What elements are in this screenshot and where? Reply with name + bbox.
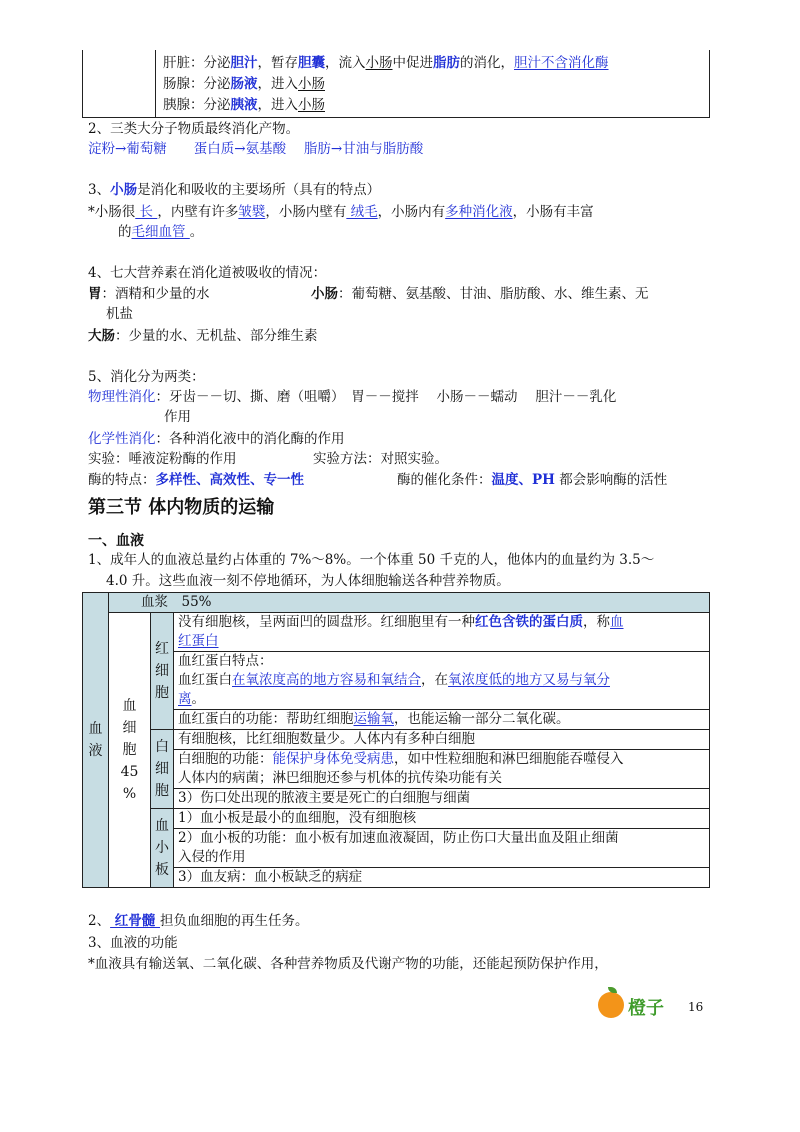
platelet-desc: 1）血小板是最小的血细胞，没有细胞核 xyxy=(174,809,710,829)
blood-cells-label: 血 细 胞 45 % xyxy=(109,613,151,888)
blood-volume-line1: 1、成年人的血液总量约占体重的 7%～8%。一个体重 50 千克的人，他体内的血量约为 3.5～ xyxy=(88,552,655,568)
rbc-label: 红 细 胞 xyxy=(151,613,174,730)
blood-function-desc: *血液具有输送氧、二氧化碳、各种营养物质及代谢产物的功能，还能起预防保护作用， xyxy=(88,956,608,972)
subsection-blood: 一、血液 xyxy=(88,533,144,549)
s2-products: 淀粉→葡萄糖 蛋白质→氨基酸 脂肪→甘油与脂肪酸 xyxy=(88,141,424,157)
s4-title: 4、七大营养素在消化道被吸收的情况： xyxy=(88,265,327,281)
s5-physical: 物理性消化：牙齿－－切、撕、磨（咀嚼） 胃－－搅拌 小肠－－蠕动 胆汁－－乳化 xyxy=(88,389,617,405)
s5-experiment-method: 实验方法：对照实验。 xyxy=(313,451,448,467)
platelet-label: 血 小 板 xyxy=(151,809,174,888)
plasma-cell: 血浆 55% xyxy=(109,593,710,613)
platelet-function: 2）血小板的功能：血小板有加速血液凝固，防止伤口大量出血及阻止细菌 入侵的作用 xyxy=(174,829,710,868)
liver-row: 肝脏：分泌胆汁，暂存胆囊，流入小肠中促进脂肪的消化，胆汁不含消化酶 xyxy=(163,55,609,71)
s5-experiment: 实验：唾液淀粉酶的作用 xyxy=(88,451,237,467)
section-title: 第三节 体内物质的运输 xyxy=(88,497,275,518)
s4-small-intestine-cont: 机盐 xyxy=(106,306,133,322)
blood-volume-line2: 4.0 升。这些血液一刻不停地循环，为人体细胞输送各种营养物质。 xyxy=(106,573,510,589)
blood-function-title: 3、血液的功能 xyxy=(88,935,178,951)
s5-title: 5、消化分为两类： xyxy=(88,369,205,385)
s5-enzyme-features: 酶的特点：多样性、高效性、专一性 xyxy=(88,472,304,488)
page-number: 16 xyxy=(688,1000,704,1014)
table-divider xyxy=(155,50,156,117)
s4-stomach: 胃：酒精和少量的水 xyxy=(88,286,210,302)
wbc-label: 白 细 胞 xyxy=(151,730,174,809)
s4-large-intestine: 大肠：少量的水、无机盐、部分维生素 xyxy=(88,328,318,344)
blood-composition-table xyxy=(82,592,710,888)
s5-chemical: 化学性消化：各种消化液中的消化酶的作用 xyxy=(88,431,345,447)
orange-fruit-icon xyxy=(598,992,624,1018)
hemophilia: 3）血友病：血小板缺乏的病症 xyxy=(174,868,710,888)
orange-logo xyxy=(598,990,668,1020)
s5-physical-cont: 作用 xyxy=(164,409,191,425)
s3-line1: *小肠很 长 ，内壁有许多皱襞，小肠内壁有 绒毛，小肠内有多种消化液，小肠有丰富 xyxy=(88,204,594,220)
rbc-desc: 没有细胞核，呈两面凹的圆盘形。红细胞里有一种红色含铁的蛋白质，称血 红蛋白 xyxy=(174,613,710,652)
wbc-function: 白细胞的功能：能保护身体免受病患，如中性粒细胞和淋巴细胞能吞噬侵入 人体内的病菌；淋巴细胞还参与机体的抗传染功能有关 xyxy=(174,750,710,789)
s4-small-intestine: 小肠：葡萄糖、氨基酸、甘油、脂肪酸、水、维生素、无 xyxy=(311,286,649,302)
hemoglobin-features: 血红蛋白特点： 血红蛋白在氧浓度高的地方容易和氧结合，在氧浓度低的地方又易与氧分 离。 xyxy=(174,652,710,710)
intestinal-gland-row: 肠腺：分泌肠液，进入小肠 xyxy=(163,76,325,92)
hemoglobin-function: 血红蛋白的功能：帮助红细胞运输氧，也能运输一部分二氧化碳。 xyxy=(174,710,710,730)
s3-title: 3、小肠是消化和吸收的主要场所（具有的特点） xyxy=(88,182,381,198)
wbc-desc: 有细胞核，比红细胞数量少。人体内有多种白细胞 xyxy=(174,730,710,750)
wbc-pus: 3）伤口处出现的脓液主要是死亡的白细胞与细菌 xyxy=(174,789,710,809)
red-marrow-line: 2、 红骨髓 担负血细胞的再生任务。 xyxy=(88,913,309,929)
s3-line2: 的毛细血管 。 xyxy=(118,224,204,240)
blood-label: 血 液 xyxy=(83,593,109,888)
pancreas-row: 胰腺：分泌胰液，进入小肠 xyxy=(163,97,325,113)
s2-title: 2、三类大分子物质最终消化产物。 xyxy=(88,121,300,137)
logo-text: 橙子 xyxy=(628,998,664,1019)
s5-enzyme-conditions: 酶的催化条件：温度、PH 都会影响酶的活性 xyxy=(397,472,668,488)
